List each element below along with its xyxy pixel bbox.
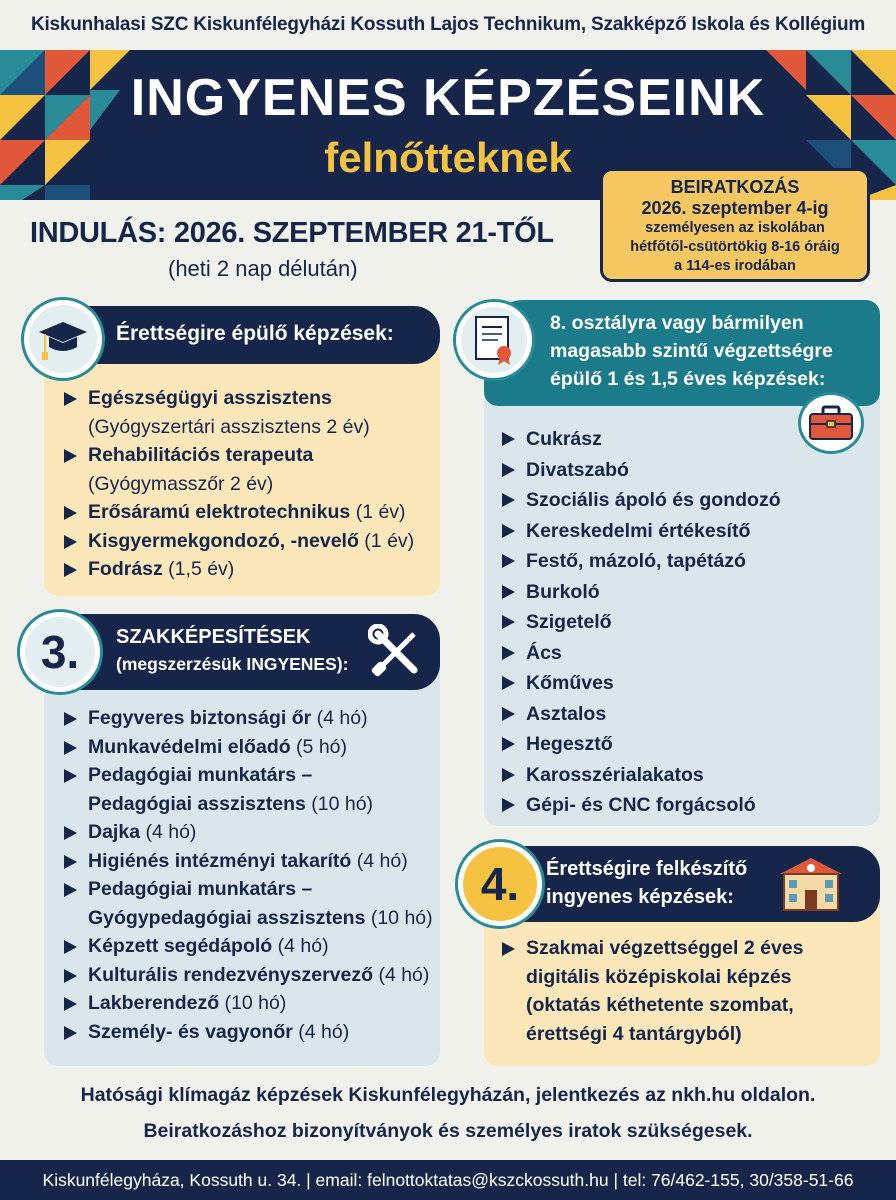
section-4-title-1: Érettségire felkészítő <box>546 858 748 880</box>
section-1-title: Érettségire épülő képzések: <box>116 322 394 345</box>
section-3-list <box>62 704 442 1046</box>
list-item: Gépi- és CNC forgácsoló <box>500 790 800 821</box>
list-item: Egészségügyi asszisztens (Gyógyszertári asszisztens 2 év) <box>62 384 432 441</box>
wrench-screwdriver-icon <box>368 624 424 680</box>
list-item: Fodrász (1,5 év) <box>62 555 432 584</box>
section-1-header <box>62 306 440 364</box>
section-2-header <box>484 300 880 406</box>
list-item: Burkoló <box>500 577 800 608</box>
list-item: Lakberendező (10 hó) <box>62 989 442 1018</box>
list-item: Kisgyermekgondozó, -nevelő (1 év) <box>62 527 432 556</box>
main-subtitle: felnőtteknek <box>324 134 572 181</box>
list-item: Szakmai végzettséggel 2 éves digitális középiskolai képzés (oktatás kéthetente szombat, érettségi 4 tantárgyból) <box>500 934 870 1048</box>
enrollment-line-2: hétfőtől-csütörtökig 8-16 óráig <box>630 239 840 255</box>
section-3-header <box>62 614 440 690</box>
section-2-title-2: magasabb szintű végzettségre <box>550 340 833 362</box>
list-item: Pedagógiai munkatárs – Gyógypedagógiai asszisztens (10 hó) <box>62 875 442 932</box>
list-item: Ács <box>500 638 800 669</box>
documents-note: Beiratkozáshoz bizonyítványok és személyes iratok szükségesek. <box>143 1120 753 1142</box>
list-item: Hegesztő <box>500 729 800 760</box>
contact-info: Kiskunfélegyháza, Kossuth u. 34. | email: felnottoktatas@kszckossuth.hu | tel: 76/462-155, 30/358-51-66 <box>42 1169 854 1190</box>
main-title: INGYENES KÉPZÉSEINK <box>130 69 766 127</box>
graduation-cap-icon <box>37 316 89 362</box>
enrollment-box <box>600 168 870 282</box>
section-2-icon-circle <box>456 302 532 378</box>
climate-gas-note: Hatósági klímagáz képzések Kiskunfélegyházán, jelentkezés az nkh.hu oldalon. <box>80 1084 816 1106</box>
list-item: Személy- és vagyonőr (4 hó) <box>62 1018 442 1047</box>
enrollment-title: BEIRATKOZÁS <box>670 177 800 197</box>
section-1-list <box>62 384 432 584</box>
list-item: Cukrász <box>500 424 800 455</box>
start-schedule: (heti 2 nap délután) <box>168 256 358 281</box>
list-item: Rehabilitációs terapeuta (Gyógymasszőr 2 év) <box>62 441 432 498</box>
enrollment-line-1: személyesen az iskolában <box>645 220 825 236</box>
section-2-list <box>500 424 800 821</box>
list-item: Festő, mázoló, tapétázó <box>500 546 800 577</box>
section-4-number-circle <box>458 842 542 926</box>
certificate-icon <box>472 315 516 365</box>
list-item: Kőműves <box>500 668 800 699</box>
list-item: Karosszérialakatos <box>500 760 800 791</box>
section-3-title-1: SZAKKÉPESÍTÉSEK <box>116 626 311 648</box>
start-date: INDULÁS: 2026. SZEPTEMBER 21-TŐL <box>30 217 554 249</box>
list-item: Szociális ápoló és gondozó <box>500 485 800 516</box>
section-2-title-3: épülő 1 és 1,5 éves képzések: <box>550 368 826 390</box>
toolbox-icon <box>798 392 864 454</box>
school-building-icon <box>774 856 848 912</box>
contact-footer <box>0 1160 896 1200</box>
section-3-number: 3. <box>40 626 80 678</box>
school-name: Kiskunhalasi SZC Kiskunfélegyházi Kossuth Lajos Technikum, Szakképző Iskola és Kollégium <box>30 14 866 35</box>
section-3-number-circle <box>20 612 100 692</box>
list-item: Képzett segédápoló (4 hó) <box>62 932 442 961</box>
list-item: Szigetelő <box>500 607 800 638</box>
list-item: Munkavédelmi előadó (5 hó) <box>62 733 442 762</box>
section-2-title-1: 8. osztályra vagy bármilyen <box>550 312 804 334</box>
section-4-header <box>504 846 880 922</box>
list-item: Erősáramú elektrotechnikus (1 év) <box>62 498 432 527</box>
list-item: Dajka (4 hó) <box>62 818 442 847</box>
section-1-icon-circle <box>24 300 102 378</box>
section-4-number: 4. <box>480 858 520 910</box>
list-item: Divatszabó <box>500 455 800 486</box>
list-item: Pedagógiai munkatárs – Pedagógiai asszisztens (10 hó) <box>62 761 442 818</box>
list-item: Kulturális rendezvényszervező (4 hó) <box>62 961 442 990</box>
list-item: Higiénés intézményi takarító (4 hó) <box>62 847 442 876</box>
list-item: Fegyveres biztonsági őr (4 hó) <box>62 704 442 733</box>
list-item: Kereskedelmi értékesítő <box>500 516 800 547</box>
enrollment-deadline: 2026. szeptember 4-ig <box>641 198 829 218</box>
enrollment-line-3: a 114-es irodában <box>674 258 796 274</box>
section-3-title-2: (megszerzésük INGYENES): <box>116 654 349 674</box>
section-4-list <box>500 934 870 1048</box>
list-item: Asztalos <box>500 699 800 730</box>
section-4-title-2: ingyenes képzések: <box>546 886 734 908</box>
